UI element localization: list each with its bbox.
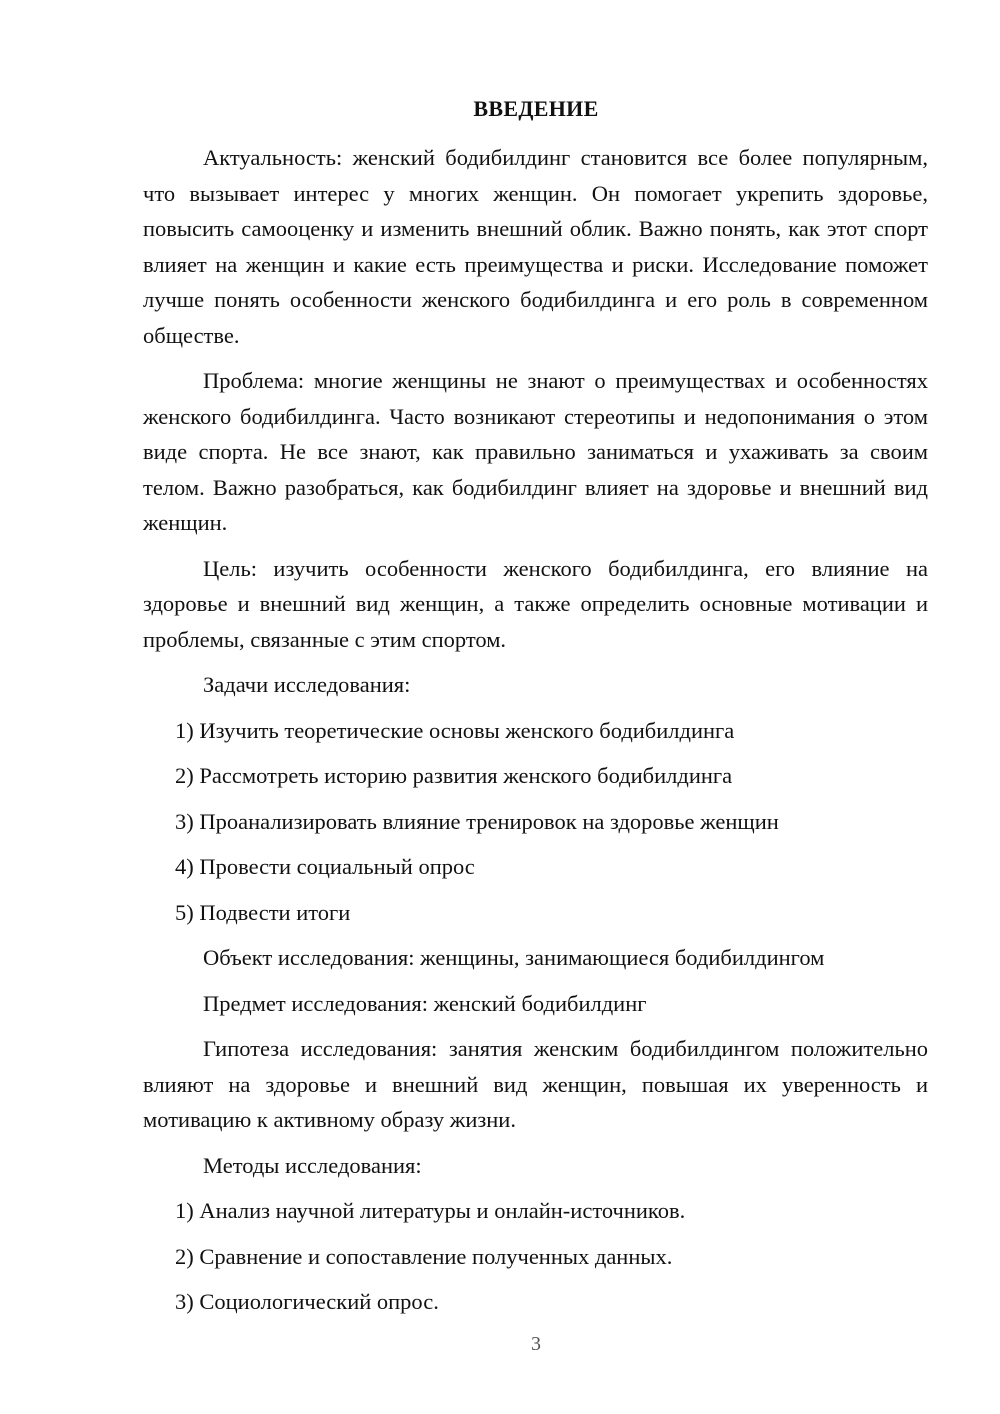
- hypothesis-paragraph: Гипотеза исследования: занятия женским бодибилдингом положительно влияют на здоровье и внешний вид женщин, повышая их уверенность и мотивацию к активному образу жизни.: [143, 1036, 928, 1132]
- task-item: 4) Провести социальный опрос: [175, 854, 475, 879]
- task-item: 1) Изучить теоретические основы женского бодибилдинга: [175, 717, 735, 743]
- methods-heading: Методы исследования:: [203, 1152, 422, 1178]
- research-subject: Предмет исследования: женский бодибилдинг: [203, 990, 647, 1016]
- task-item: 5) Подвести итоги: [175, 899, 351, 925]
- methods-list: [143, 1193, 928, 1320]
- page-title: ВВЕДЕНИЕ: [473, 96, 599, 121]
- task-item: 2) Рассмотреть историю развития женского бодибилдинга: [175, 763, 733, 788]
- method-item: 2) Сравнение и сопоставление полученных данных.: [175, 1243, 673, 1269]
- problem-paragraph: Проблема: многие женщины не знают о преимуществах и особенностях женского бодибилдинга. Часто возникают стереотипы и недопонимания о этом виде спорта. Не все знают, как правильно заниматься и ухаживать за своим телом. Важно разобраться, как бодибилдинг влияет на здоровье и внешний вид женщин.: [143, 368, 928, 535]
- relevance-paragraph: Актуальность: женский бодибилдинг становится все более популярным, что вызывает интерес у многих женщин. Он помогает укрепить здоровье, повысить самооценку и изменить внешний облик. Важно понять, как этот спорт влияет на женщин и какие есть преимущества и риски. Исследование поможет лучше понять особенности женского бодибилдинга и его роль в современном обществе.: [143, 145, 928, 348]
- method-item: 3) Социологический опрос.: [175, 1289, 439, 1314]
- document-body: [143, 140, 928, 1330]
- tasks-list: [143, 713, 928, 931]
- method-item: 1) Анализ научной литературы и онлайн-источников.: [175, 1198, 686, 1223]
- goal-paragraph: Цель: изучить особенности женского бодибилдинга, его влияние на здоровье и внешний вид женщин, а также определить основные мотивации и проблемы, связанные с этим спортом.: [143, 555, 928, 652]
- research-object: Объект исследования: женщины, занимающиеся бодибилдингом: [203, 945, 825, 970]
- task-item: 3) Проанализировать влияние тренировок на здоровье женщин: [175, 808, 779, 834]
- page-number: 3: [531, 1333, 541, 1355]
- tasks-heading: Задачи исследования:: [203, 672, 411, 697]
